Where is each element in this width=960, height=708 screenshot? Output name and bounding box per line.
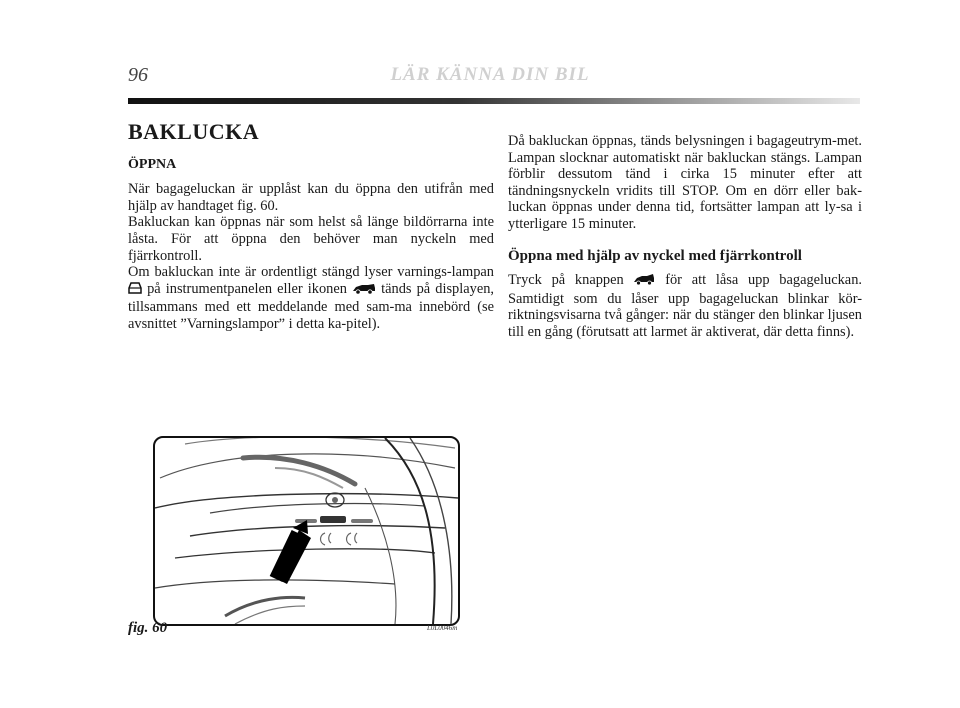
car-trunk-open-icon bbox=[352, 282, 376, 300]
figure-trunk-handle bbox=[153, 436, 460, 626]
remote-text-2: för att låsa upp bagageluckan. Samtidigt som du låser upp bagageluckan blinkar kör-riktningsvisarna två gånger: när du stänger den blinkar ljusen till en gång (förutsatt att larmet är aktiverat, där detta finns). bbox=[508, 272, 862, 340]
figure-code: L0L0046m bbox=[427, 624, 458, 632]
trunk-open-warning-icon bbox=[128, 282, 142, 300]
paragraph-light: Då bakluckan öppnas, tänds belysningen i bagageutrym-met. Lampan slocknar automatiskt när bakluckan stängs. Lampan förblir dessutom tänd i cirka 15 minuter efter att tändningsnyckeln vridits till STOP. Om en dörr eller bak-luckan öppnas under denna tid, fortsätter lampan att ly-sa i ytterligare 15 minuter. bbox=[508, 133, 862, 232]
paragraph-remote bbox=[508, 272, 862, 340]
trunk-illustration bbox=[155, 438, 458, 624]
figure-caption: fig. 60 bbox=[128, 620, 168, 636]
remote-text-1: Tryck på knappen bbox=[508, 272, 624, 289]
paragraph-doors: Bakluckan kan öppnas när som helst så länge bildörrarna inte låsta. För att öppna den behöver man nyckeln med fjärrkontroll. bbox=[128, 214, 494, 264]
right-column bbox=[508, 133, 862, 341]
remote-trunk-button-icon bbox=[633, 273, 655, 291]
section-subheading: ÖPPNA bbox=[128, 156, 177, 172]
remote-subheading: Öppna med hjälp av nyckel med fjärrkontroll bbox=[508, 247, 802, 264]
header-rule bbox=[128, 98, 860, 104]
left-column bbox=[128, 119, 495, 333]
warning-text-1: Om bakluckan inte är ordentligt stängd lyser varnings-lampan bbox=[128, 264, 494, 281]
page-number: 96 bbox=[128, 64, 148, 86]
warning-text-3: tänds på displayen, tillsammans med ett meddelande med sam-ma innebörd (se avsnittet ”Varningslampor” i detta ka-pitel). bbox=[128, 280, 495, 332]
warning-text-2: på instrumentpanelen eller ikonen bbox=[147, 280, 347, 297]
paragraph-warning bbox=[128, 264, 494, 332]
paragraph-handle: När bagageluckan är upplåst kan du öppna den utifrån med hjälp av handtaget fig. 60. bbox=[128, 181, 494, 214]
main-heading: BAKLUCKA bbox=[128, 119, 260, 144]
section-header: LÄR KÄNNA DIN BIL bbox=[390, 64, 590, 85]
